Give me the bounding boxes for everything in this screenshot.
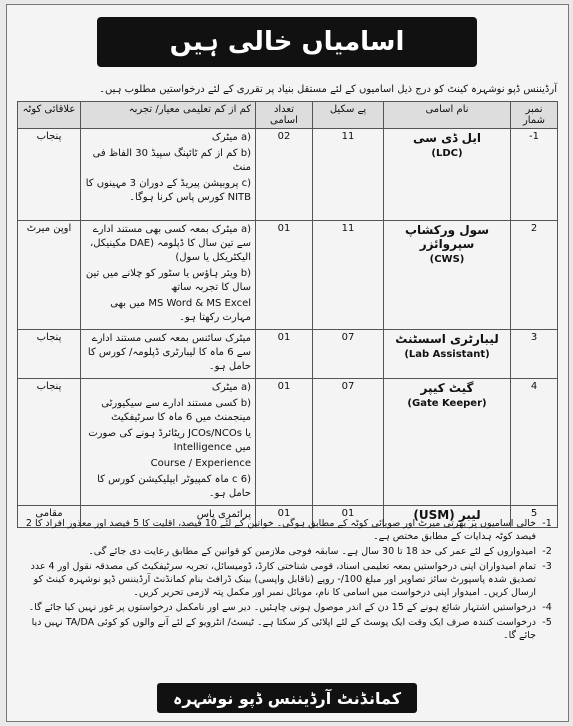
row-post — [384, 379, 511, 506]
header-scale: پے سکیل — [313, 102, 384, 129]
qualification-line: (c 6 ماہ کمپیوٹر ایپلیکیشن کورس کا حامل ہو۔ — [97, 474, 251, 499]
row-qualification — [81, 221, 256, 330]
condition-number: 4- — [542, 602, 552, 613]
condition-item — [17, 517, 558, 543]
post-name-urdu: ایل ڈی سی — [413, 131, 481, 145]
condition-text: درخواست کنندہ صرف ایک وقت ایک پوسٹ کے لئے اپلائی کر سکتا ہے۔ ٹیسٹ/ انٹرویو کے لئے آنے والوں کو کوئی TA/DA نہیں دیا جائے گا۔ — [31, 617, 536, 641]
row-area-quota: اوپن میرٹ — [18, 221, 81, 330]
condition-item — [17, 616, 558, 642]
post-name-english: (LDC) — [431, 148, 463, 159]
table-row — [18, 379, 558, 506]
row-count: 02 — [256, 129, 313, 221]
table-row — [18, 129, 558, 221]
header-post: نام اسامی — [384, 102, 511, 129]
post-name-urdu: گیٹ کیپر — [420, 381, 474, 395]
vacancies-table — [17, 101, 558, 528]
post-name-english: (Lab Assistant) — [404, 349, 490, 360]
row-sr: 4 — [511, 379, 558, 506]
table-row — [18, 330, 558, 379]
row-count: 01 — [256, 221, 313, 330]
row-sr: 3 — [511, 330, 558, 379]
header-qualification: کم از کم تعلیمی معیار/ تجربہ — [81, 102, 256, 129]
row-post — [384, 129, 511, 221]
qualification-line: (c پروبیشن پیریڈ کے دوران 3 مہینوں کا NITB کورس پاس کرنا ہوگا۔ — [85, 178, 251, 203]
row-post — [384, 221, 511, 330]
row-count: 01 — [256, 379, 313, 506]
row-scale: 07 — [313, 379, 384, 506]
condition-item — [17, 601, 558, 614]
row-scale: 07 — [313, 330, 384, 379]
qualification-line: (b کم از کم ٹائپنگ سپیڈ 30 الفاظ فی منٹ — [92, 148, 251, 173]
row-count: 01 — [256, 506, 313, 528]
table-header-row — [18, 102, 558, 129]
condition-item — [17, 545, 558, 558]
qualification-line: میٹرک سائنس بمعہ کسی مستند ادارے سے 6 ماہ کا لیبارٹری ڈپلومہ/ کورس کا حامل ہو۔ — [87, 333, 251, 372]
row-count: 01 — [256, 330, 313, 379]
qualification-line: (a میٹرک — [211, 382, 251, 393]
footer-banner: کمانڈنٹ آرڈیننس ڈپو نوشہرہ — [157, 683, 417, 713]
row-area-quota: پنجاب — [18, 379, 81, 506]
qualification-line: (b ویئر ہاؤس یا سٹور کو چلانے میں تین سال کا تجربہ ساتھ — [85, 268, 251, 293]
row-sr: 2 — [511, 221, 558, 330]
row-area-quota: مقامی — [18, 506, 81, 528]
condition-text: امیدواروں کے لئے عمر کی حد 18 تا 30 سال ہے۔ سابقہ فوجی ملازمین کو قوانین کے مطابق رعایت دی جائے گی۔ — [88, 546, 536, 557]
intro-text: آرڈیننس ڈپو نوشہرہ کینٹ کو درج ذیل اسامیوں کے لئے مستقل بنیاد پر تقرری کے لئے درخواستیں مطلوب ہیں۔ — [99, 84, 557, 95]
post-name-urdu: لیبر (USM) — [413, 508, 481, 522]
qualification-line: (a میٹرک — [211, 132, 251, 143]
post-name-english: (CWS) — [429, 254, 465, 265]
condition-number: 3- — [542, 561, 552, 572]
qualification-line: Course / Experience — [150, 458, 251, 469]
qualification-line: پرائمری پاس — [196, 509, 251, 520]
post-name-urdu: سول ورکشاپ سپروائزر — [404, 223, 490, 251]
condition-number: 5- — [542, 617, 552, 628]
qualification-line: MS Word & MS Excel میں بھی مہارت رکھتا ہو۔ — [110, 298, 251, 323]
row-qualification — [81, 330, 256, 379]
row-scale: 01 — [313, 506, 384, 528]
row-area-quota: پنجاب — [18, 330, 81, 379]
header-area-quota: علاقائی کوٹہ — [18, 102, 81, 129]
qualification-line: یا JCOs/NCOs ریٹائرڈ ہونے کی صورت میں Intelligence — [88, 428, 251, 453]
post-name-english: (Gate Keeper) — [407, 398, 487, 409]
row-sr: 5 — [511, 506, 558, 528]
row-qualification — [81, 379, 256, 506]
qualification-line: (b کسی مستند ادارے سے سیکیورٹی مینجمنٹ میں 6 ماہ کا سرٹیفکیٹ — [101, 398, 251, 423]
qualification-line: (a میٹرک بمعہ کسی بھی مستند ادارے سے تین سال کا ڈپلومہ (DAE مکینیکل، الیکٹریکل یا سول) — [90, 224, 251, 263]
header-sr: نمبر شمار — [511, 102, 558, 129]
condition-number: 1- — [542, 518, 552, 529]
row-qualification — [81, 129, 256, 221]
row-area-quota: پنجاب — [18, 129, 81, 221]
condition-number: 2- — [542, 546, 552, 557]
row-scale: 11 — [313, 221, 384, 330]
condition-text: درخواستیں اشتہار شائع ہونے کے 15 دن کے اندر موصول ہونی چاہئیں۔ دیر سے اور نامکمل درخواستوں پر غور نہیں کیا جائے گا۔ — [28, 602, 536, 613]
row-post — [384, 330, 511, 379]
header-count: تعداد اسامی — [256, 102, 313, 129]
condition-text: خالی اسامیوں پر بھرتی میرٹ اور صوبائی کوٹہ کے مطابق ہوگی۔ خواتین کے لئے 10 فیصد، اقلیت کا 5 فیصد اور معذور افراد کا 2 فیصد کوٹہ ہدایات کے مطابق مختص ہے۔ — [25, 518, 536, 542]
post-name-urdu: لیبارٹری اسسٹنٹ — [395, 332, 499, 346]
condition-item — [17, 560, 558, 599]
table-row — [18, 221, 558, 330]
conditions-list — [17, 517, 558, 644]
row-sr: 1- — [511, 129, 558, 221]
condition-text: تمام امیدواران اپنی درخواستیں بمعہ تعلیمی اسناد، قومی شناختی کارڈ، ڈومیسائل، تجربہ سرٹیفکیٹ کی مصدقہ نقول اور 4 عدد تصدیق شدہ پاسپورٹ سائز تصاویر اور مبلغ 100/- روپے (ناقابل واپسی) بینک ڈرافٹ بنام کمانڈنٹ آرڈیننس ڈپو نوشہرہ کینٹ کو ارسال کریں۔ امیدوار اپنی درخواست میں اسامی کا نام، موبائل نمبر اور مکمل پتہ لازمی تحریر کریں۔ — [30, 561, 536, 598]
advertisement-page — [6, 4, 569, 722]
headline-banner: اسامیاں خالی ہیں — [97, 17, 477, 67]
row-scale: 11 — [313, 129, 384, 221]
